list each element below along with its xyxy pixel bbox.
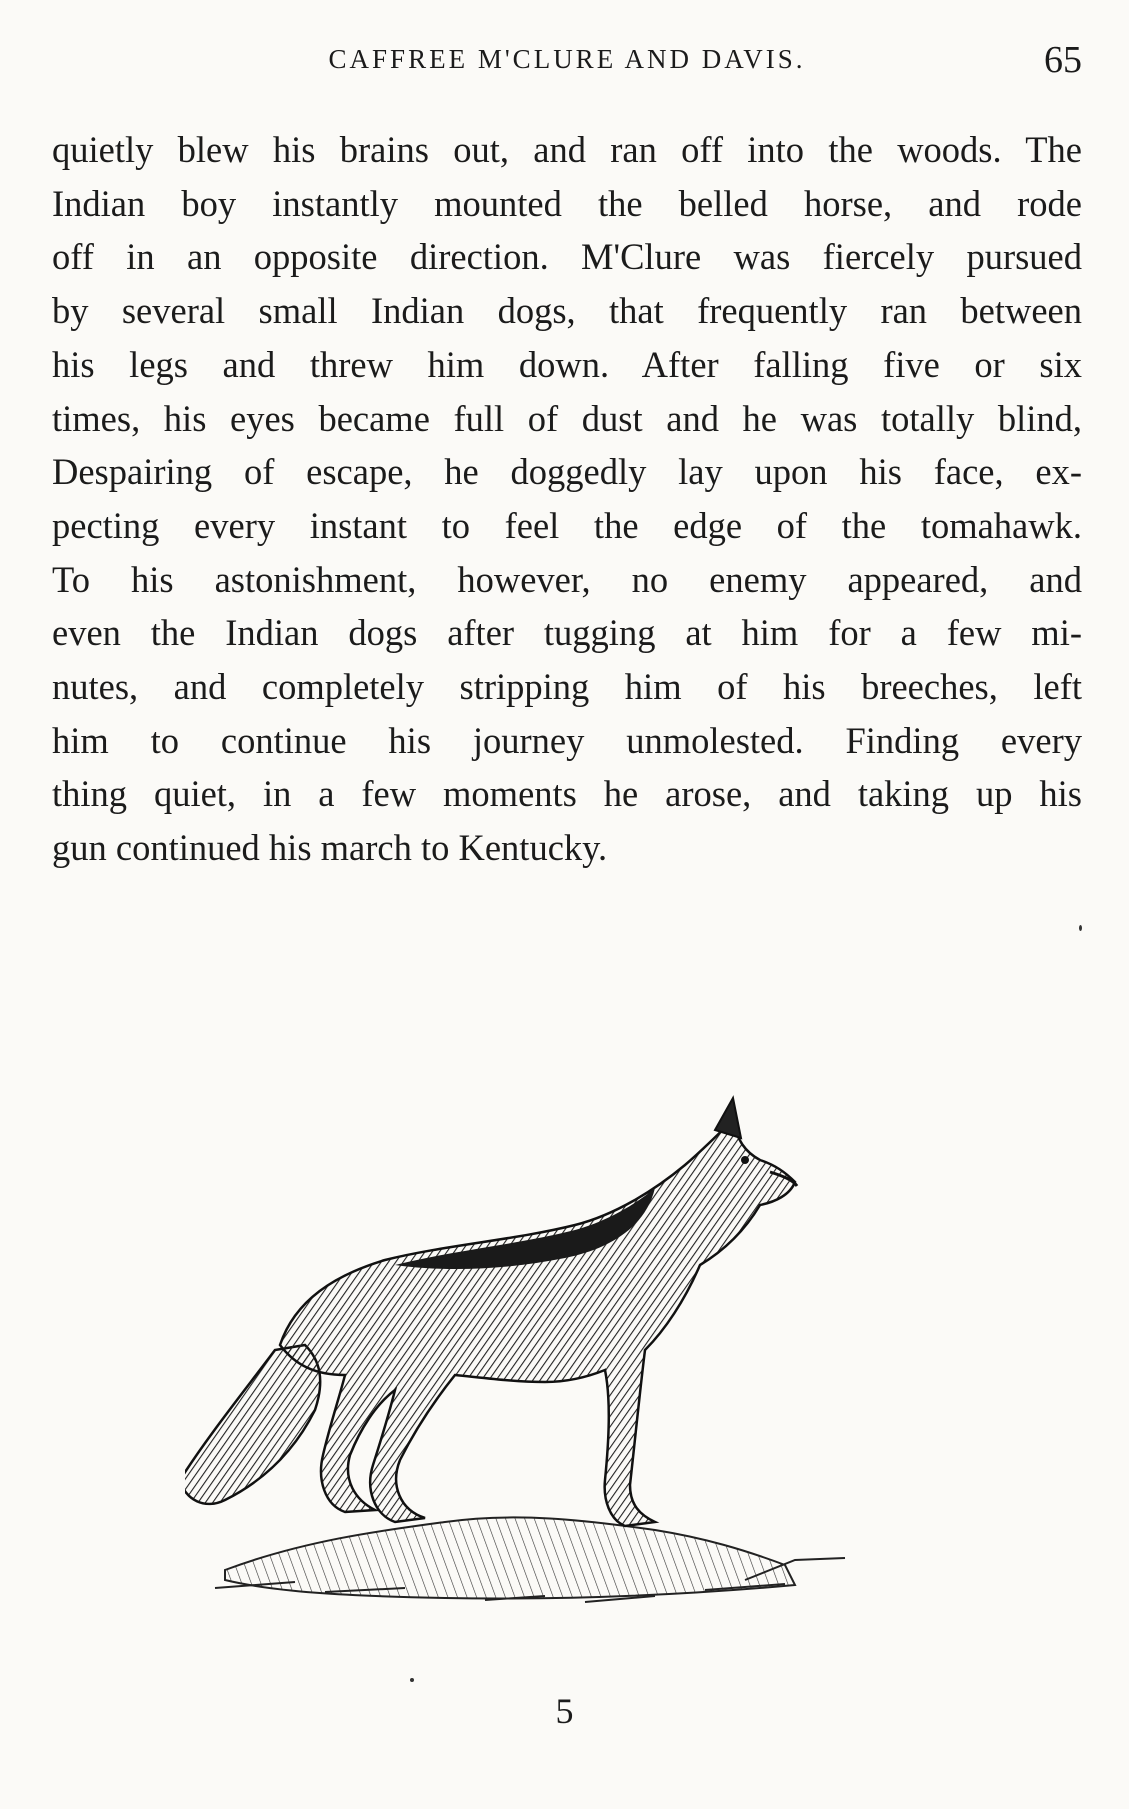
body-text (52, 123, 1082, 875)
print-speck (410, 1678, 414, 1682)
print-speck (1079, 925, 1082, 931)
text-line: even the Indian dogs after tugging at him for a few mi- (52, 612, 1082, 654)
wolf-engraving-icon (185, 1060, 945, 1640)
running-head-title: CAFFREE M'CLURE AND DAVIS. (328, 44, 806, 74)
text-line: by several small Indian dogs, that frequently ran between (52, 290, 1082, 332)
text-line: gun continued his march to Kentucky. (52, 827, 608, 869)
text-line: his legs and threw him down. After falling five or six (52, 343, 1082, 385)
wolf-illustration (185, 1060, 945, 1640)
text-line: To his astonishment, however, no enemy appeared, and (52, 558, 1082, 600)
text-line: Indian boy instantly mounted the belled horse, and rode (52, 182, 1082, 224)
text-line: times, his eyes became full of dust and he was totally blind, (52, 397, 1082, 439)
page-number: 65 (1044, 39, 1082, 81)
text-line: pecting every instant to feel the edge of the tomahawk. (52, 504, 1082, 546)
text-line: quietly blew his brains out, and ran off into the woods. The (52, 129, 1082, 170)
text-line: off in an opposite direction. M'Clure was fiercely pursued (52, 236, 1082, 278)
running-header (52, 38, 1082, 90)
signature-mark: 5 (555, 1691, 574, 1731)
text-line: Despairing of escape, he doggedly lay upon his face, ex- (52, 451, 1082, 493)
text-line: him to continue his journey unmolested. Finding every (52, 719, 1082, 761)
text-line: thing quiet, in a few moments he arose, and taking up his (52, 773, 1082, 815)
text-line: nutes, and completely stripping him of his breeches, left (52, 666, 1082, 708)
